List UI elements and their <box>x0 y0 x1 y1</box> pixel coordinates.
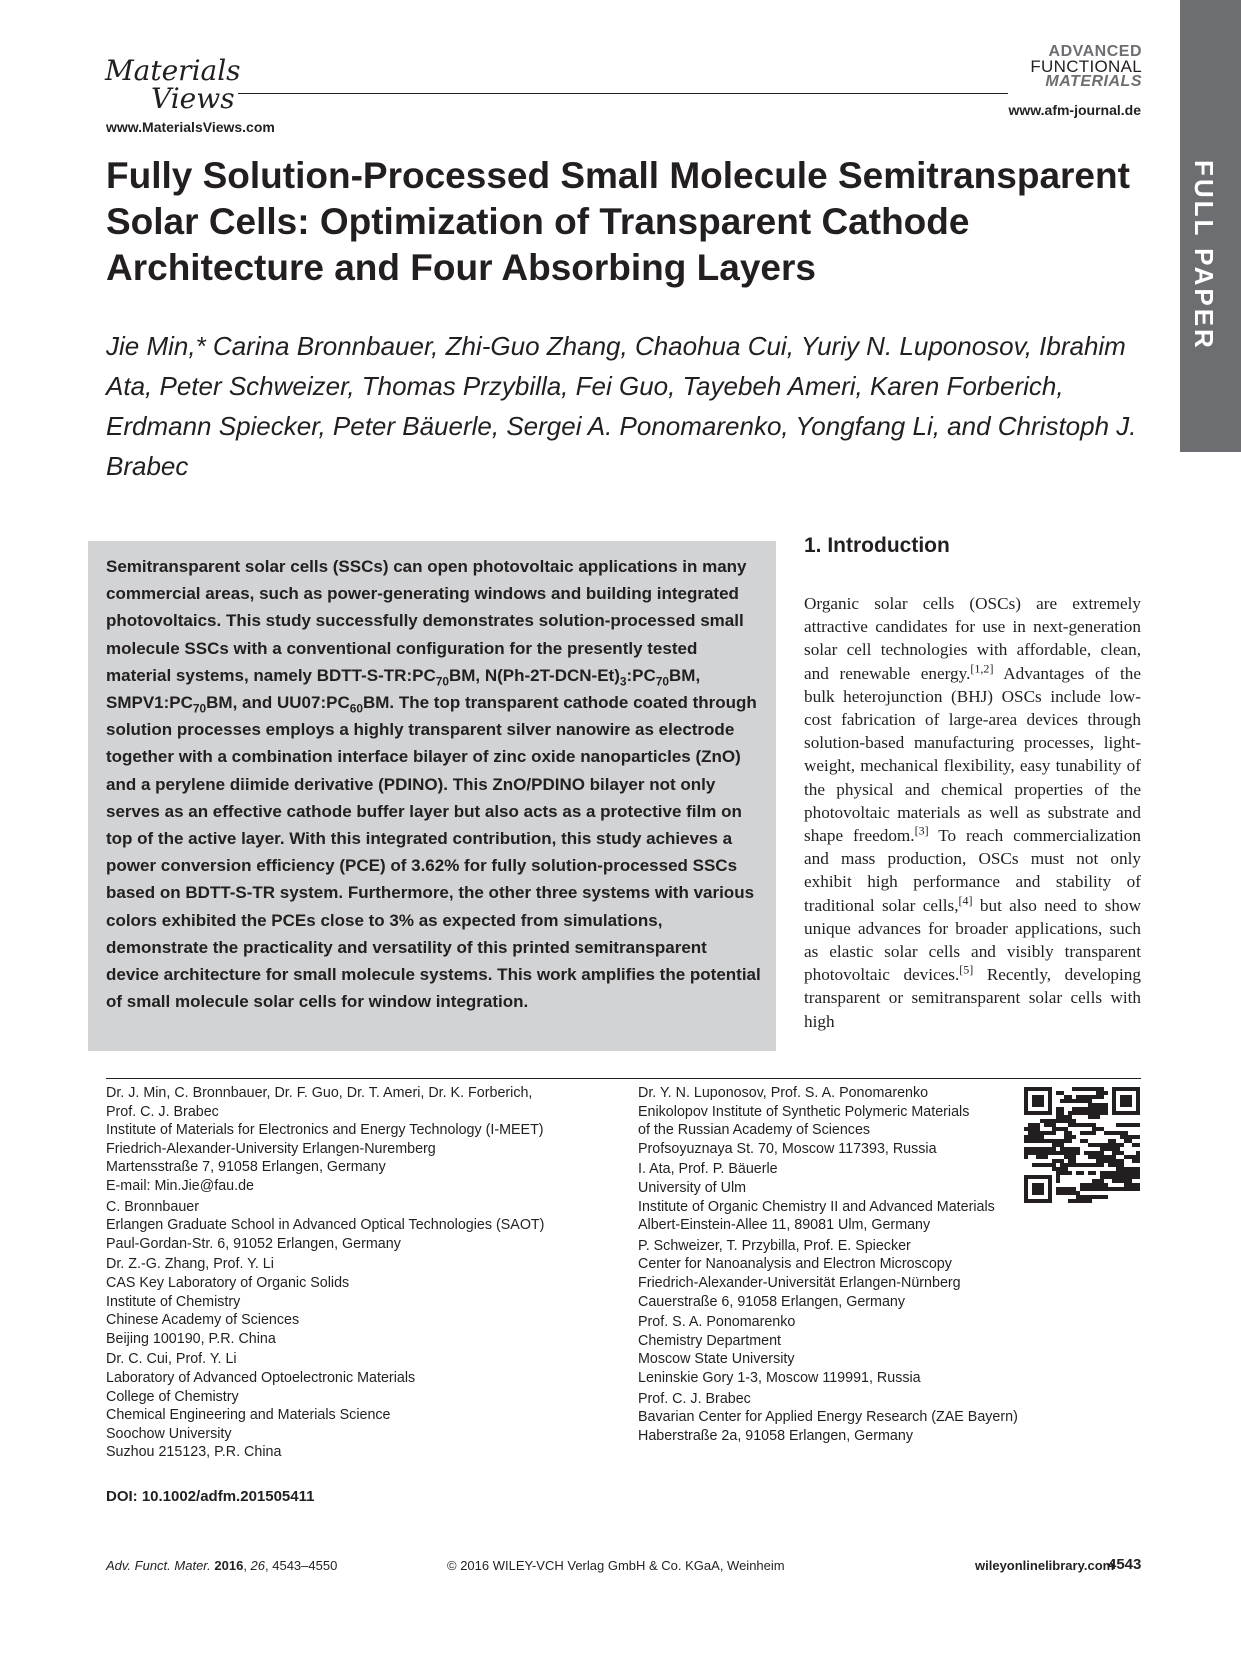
abstract-part: BM, SMPV1:PC <box>106 665 701 713</box>
affiliation-block <box>638 1084 1068 1158</box>
reference-link[interactable]: [5] <box>959 962 974 977</box>
journal-logo-line3: MATERIALS <box>1045 73 1142 90</box>
footer-copyright: © 2016 WILEY-VCH Verlag GmbH & Co. KGaA, Weinheim <box>447 1558 785 1573</box>
abstract-part: BM, N(Ph-2T-DCN-Et) <box>448 665 620 685</box>
footer-wiley-url[interactable]: wileyonlinelibrary.com <box>975 1558 1115 1573</box>
journal-logo-line2: FUNCTIONAL <box>1030 57 1142 76</box>
affiliation-line: CAS Key Laboratory of Organic Solids <box>106 1274 350 1291</box>
affiliation-line: Haberstraße 2a, 91058 Erlangen, Germany <box>638 1427 913 1444</box>
section-tab-label: FULL PAPER <box>1189 160 1219 351</box>
affiliation-block <box>106 1350 626 1462</box>
affiliation-line: Martensstraße 7, 91058 Erlangen, Germany <box>106 1159 386 1176</box>
affiliation-line: Paul-Gordan-Str. 6, 91052 Erlangen, Germany <box>106 1235 401 1252</box>
journal-logo-line1: ADVANCED <box>1048 43 1142 60</box>
affiliation-block <box>106 1255 626 1348</box>
materials-views-logo <box>103 48 253 114</box>
affiliation-line: C. Bronnbauer <box>106 1198 199 1215</box>
affiliation-line: Dr. J. Min, C. Bronnbauer, Dr. F. Guo, Dr. T. Ameri, Dr. K. Forberich, <box>106 1085 533 1101</box>
affiliation-line: Soochow University <box>106 1425 232 1442</box>
affiliation-line: Prof. C. J. Brabec <box>638 1390 751 1407</box>
affiliation-block <box>638 1390 1068 1446</box>
header-rule <box>238 93 1008 94</box>
affiliations-left <box>106 1084 626 1464</box>
journal-url[interactable]: www.afm-journal.de <box>1008 102 1141 118</box>
affiliations-right <box>638 1084 1068 1447</box>
affiliation-line: Leninskie Gory 1-3, Moscow 119991, Russia <box>638 1369 921 1386</box>
affiliation-line: Prof. S. A. Ponomarenko <box>638 1314 796 1331</box>
affiliation-line: Enikolopov Institute of Synthetic Polymeric Materials <box>638 1103 970 1120</box>
affiliation-block <box>106 1198 626 1254</box>
affiliation-line: Chemical Engineering and Materials Science <box>106 1407 391 1424</box>
section-heading-introduction: 1. Introduction <box>804 534 950 557</box>
introduction-text <box>804 592 1141 1033</box>
affiliation-block <box>638 1313 1068 1387</box>
affiliation-line: Profsoyuznaya St. 70, Moscow 117393, Russia <box>638 1140 937 1157</box>
affiliation-line: of the Russian Academy of Sciences <box>638 1122 871 1139</box>
affiliation-line: Friedrich-Alexander-Universität Erlangen-Nürnberg <box>638 1274 961 1291</box>
affiliation-line: Laboratory of Advanced Optoelectronic Materials <box>106 1369 416 1386</box>
affiliation-line: Dr. C. Cui, Prof. Y. Li <box>106 1351 237 1368</box>
affiliation-line: Cauerstraße 6, 91058 Erlangen, Germany <box>638 1293 906 1310</box>
section-tab <box>1180 0 1241 452</box>
affiliation-line: Erlangen Graduate School in Advanced Optical Technologies (SAOT) <box>106 1217 545 1234</box>
affiliation-line: Institute of Organic Chemistry II and Advanced Materials <box>638 1198 995 1215</box>
footer-volume: 26 <box>250 1558 266 1573</box>
intro-part: Organic solar cells (OSCs) are extremely attractive candidates for use in next-generation solar cell technologies with affordable, clean, and renewable energy. <box>804 594 1141 683</box>
affiliation-block <box>638 1160 1068 1234</box>
subscript: 70 <box>192 701 207 716</box>
subscript: 60 <box>349 701 363 716</box>
subscript: 3 <box>619 674 627 689</box>
intro-part: but also need to show unique advances for broader applications, such as elastic solar cells and visibly transparent photovoltaic devices. <box>804 895 1141 985</box>
intro-part: Advantages of the bulk heterojunction (BHJ) OSCs include low-cost fabrication of large-area devices through solution-based manufacturing processes, light-weight, mechanical flexibility, easy tunability of the physical and chemical properties of the photovoltaic materials as well as substrate and shape freedom. <box>804 663 1141 846</box>
intro-part: To reach commercialization and mass production, OSCs must not only exhibit high performance and stability of traditional solar cells, <box>804 826 1141 915</box>
abstract-part: BM. The top transparent cathode coated through solution processes employs a highly transparent silver nanowire as electrode together with a combination interface bilayer of zinc oxide nanoparticles (ZnO) and a perylene diimide derivative (PDINO). This ZnO/PDINO bilayer not only serves as an effective cathode buffer layer but also acts as a protective film on top of the active layer. With this integrated contribution, this study achieves a power conversion efficiency (PCE) of 3.62% for fully solution-processed SSCs based on BDTT-S-TR system. Furthermore, the other three systems with various colors exhibited the PCEs close to 3% as expected from simulations, demonstrate the practicality and versatility of this printed semitransparent device architecture for small molecule systems. This work amplifies the potential of small molecule solar cells for window integration. <box>106 693 761 1012</box>
affiliation-line: Beijing 100190, P.R. China <box>106 1330 276 1347</box>
logo-text-views: Views <box>151 82 235 114</box>
intro-part: Recently, developing transparent or semitransparent solar cells with high <box>804 965 1141 1031</box>
affiliation-block <box>638 1237 1068 1311</box>
author-list: Jie Min,* Carina Bronnbauer, Zhi-Guo Zhang, Chaohua Cui, Yuriy N. Luponosov, Ibrahim Ata, Peter Schweizer, Thomas Przybilla, Fei Guo, Tayebeh Ameri, Karen Forberich, Erdmann Spiecker, Peter Bäuerle, Sergei A. Ponomarenko, Yongfang Li, and Christoph J. Brabec <box>106 331 1137 481</box>
affiliation-line: Suzhou 215123, P.R. China <box>106 1444 282 1461</box>
footer-year: 2016 <box>214 1558 244 1573</box>
qr-code-icon[interactable] <box>1024 1087 1140 1203</box>
affiliation-line: Institute of Materials for Electronics and Energy Technology (I-MEET) <box>106 1122 544 1139</box>
affiliation-line: Chemistry Department <box>638 1332 782 1349</box>
affiliation-rule <box>106 1078 1141 1079</box>
affiliation-line: Chinese Academy of Sciences <box>106 1312 300 1329</box>
footer-pages: , 4543–4550 <box>265 1558 338 1573</box>
abstract-box <box>88 541 776 1051</box>
affiliation-line: E-mail: Min.Jie@fau.de <box>106 1177 255 1194</box>
affiliation-line: Dr. Z.-G. Zhang, Prof. Y. Li <box>106 1256 274 1273</box>
affiliation-block <box>106 1084 626 1196</box>
article-title: Fully Solution-Processed Small Molecule Semitransparent Solar Cells: Optimization of Transparent Cathode Architecture and Four Absorbing Layers <box>106 155 1130 288</box>
journal-logo <box>1008 44 1142 89</box>
affiliation-line: Bavarian Center for Applied Energy Research (ZAE Bayern) <box>638 1409 1018 1426</box>
affiliation-line: Center for Nanoanalysis and Electron Microscopy <box>638 1256 952 1273</box>
abstract-text <box>106 553 761 1015</box>
logo-text-materials: Materials <box>105 54 241 87</box>
subscript: 70 <box>435 674 449 689</box>
affiliation-line: Friedrich-Alexander-University Erlangen-Nuremberg <box>106 1140 436 1157</box>
reference-link[interactable]: [4] <box>958 892 973 907</box>
doi[interactable]: DOI: 10.1002/adfm.201505411 <box>106 1488 315 1505</box>
reference-link[interactable]: [1,2] <box>970 660 994 675</box>
affiliation-line: I. Ata, Prof. P. Bäuerle <box>638 1161 778 1178</box>
abstract-part: :PC <box>626 665 656 685</box>
page-number: 4543 <box>1108 1556 1142 1573</box>
affiliation-line: Prof. C. J. Brabec <box>106 1103 219 1120</box>
abstract-part: BM, and UU07:PC <box>206 693 350 713</box>
footer-journal: Adv. Funct. Mater. <box>106 1558 211 1573</box>
affiliation-line: Moscow State University <box>638 1351 795 1368</box>
affiliation-line: University of Ulm <box>638 1179 747 1196</box>
footer-citation: Adv. Funct. Mater. 2016, 26, 4543–4550 <box>106 1558 338 1573</box>
affiliation-line: P. Schweizer, T. Przybilla, Prof. E. Spiecker <box>638 1237 911 1254</box>
materials-views-url[interactable]: www.MaterialsViews.com <box>106 119 275 135</box>
affiliation-line: Albert-Einstein-Allee 11, 89081 Ulm, Germany <box>638 1217 931 1234</box>
affiliation-line: Institute of Chemistry <box>106 1293 241 1310</box>
affiliation-line: Dr. Y. N. Luponosov, Prof. S. A. Ponomarenko <box>638 1085 929 1101</box>
abstract-part: Semitransparent solar cells (SSCs) can open photovoltaic applications in many commercial areas, such as power-generating windows and building integrated photovoltaics. This study successfully demonstrates solution-processed small molecule SSCs with a conventional configuration for the presently tested material systems, namely BDTT-S-TR:PC <box>106 557 747 685</box>
reference-link[interactable]: [3] <box>914 823 929 838</box>
subscript: 70 <box>655 674 670 689</box>
affiliation-line: College of Chemistry <box>106 1388 239 1405</box>
